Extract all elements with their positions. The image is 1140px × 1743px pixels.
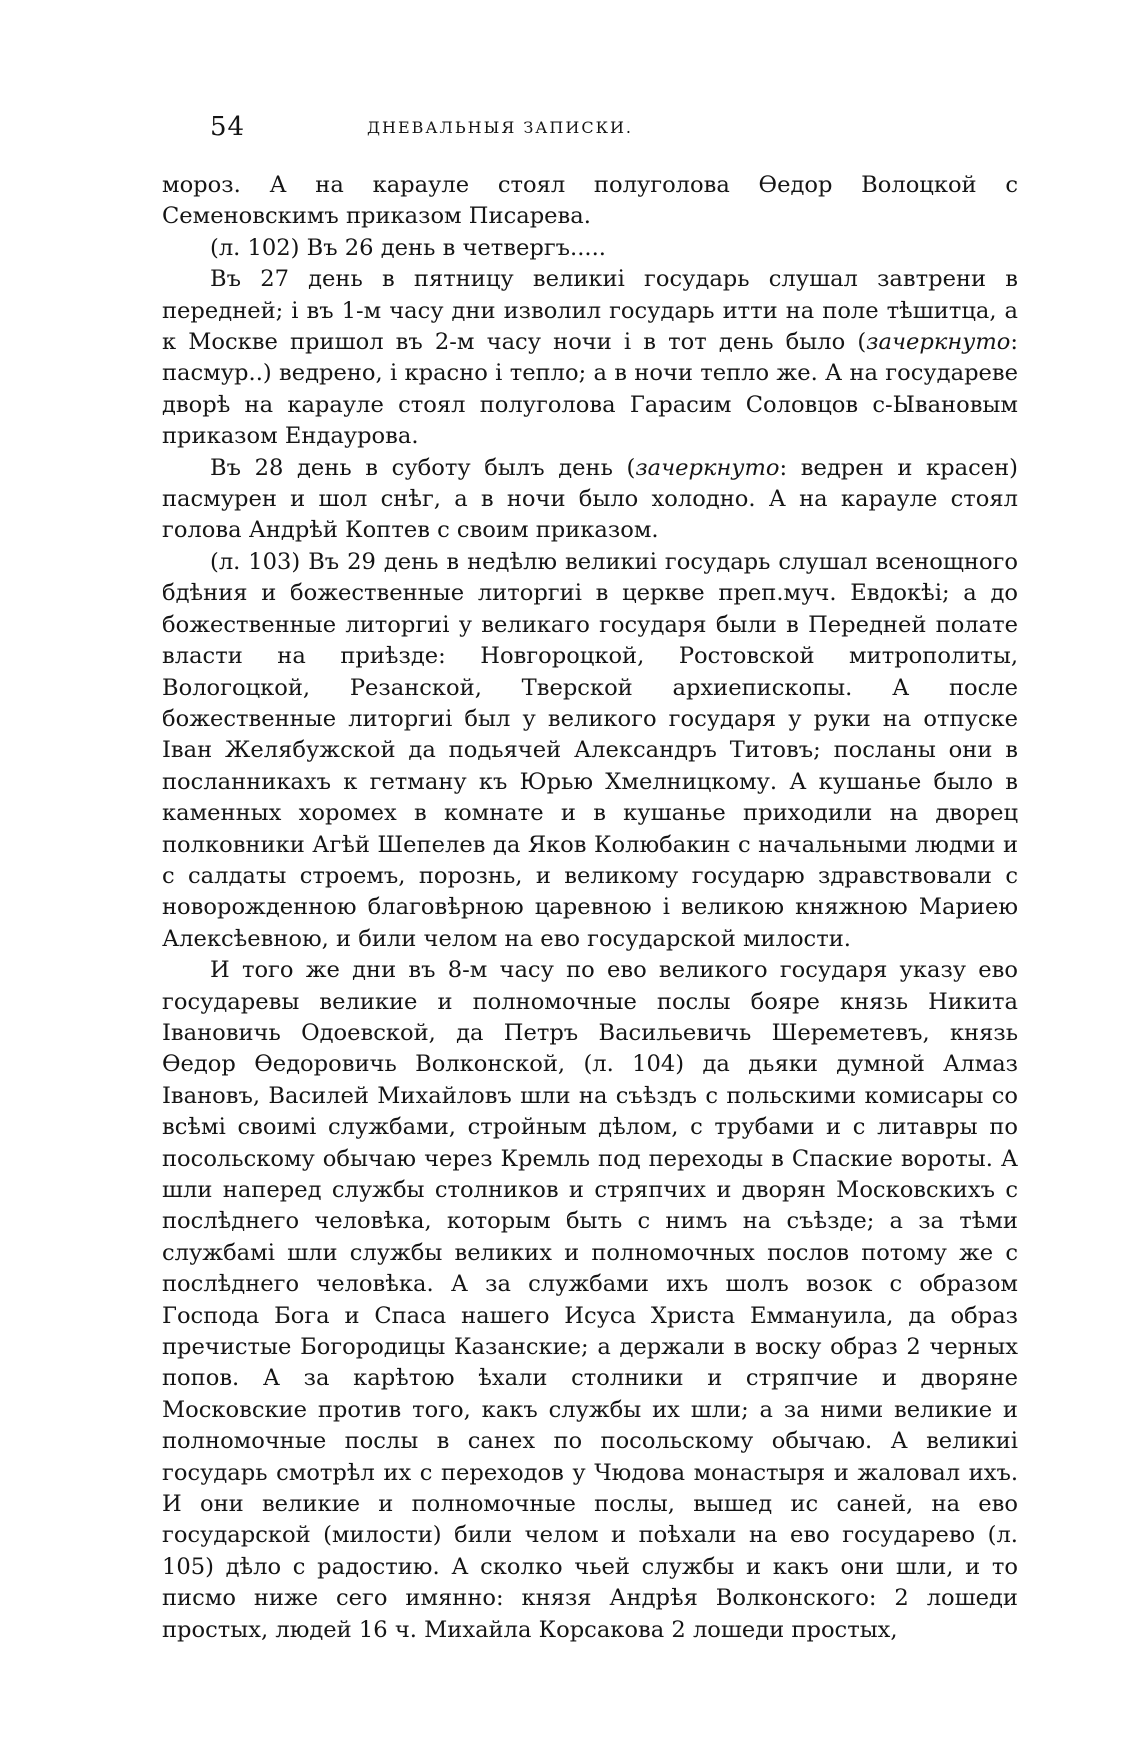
- editorial-note: зачеркнуто: [635, 454, 780, 481]
- running-title: ДНЕВАЛЬНЫЯ ЗАПИСКИ.: [366, 118, 633, 137]
- paragraph-folio-102: [162, 233, 1018, 264]
- paragraph-envoys: [162, 955, 1018, 1646]
- paragraph-text: Въ 27 день в пятницу великиі государь слушал завтрени в передней; і въ 1-м часу дни изволил государь итти на поле тѣшитца, а к Москве пришол въ 2-м часу ночи і в тот день было (: [162, 266, 1018, 356]
- paragraph-day-28: [162, 453, 1018, 547]
- page-header: [210, 112, 750, 142]
- paragraph-continued: [162, 170, 1018, 233]
- paragraph-text: : ведрен и красен) пасмурен и шол снѣг, а в ночи было холодно. А на карауле стоял голова Андрѣй Коптев с своим приказом.: [162, 454, 1018, 544]
- paragraph-text: мороз. А на карауле стоял полуголова Ѳедор Волоцкой с Семеновскимъ приказом Писарева.: [162, 172, 1018, 230]
- paragraph-text: И того же дни въ 8-м часу по ево великого государя указу ево государевы великие и полномочные послы бояре князь Никита Івановичь Одоевской, да Петръ Васильевичь Шереметевъ, князь Ѳедор Ѳедоровичь Волконской, (л. 104) да дьяки думной Алмаз Івановъ, Василей Михайловъ шли на съѣздъ с польскими комисары со всѣмі своимі службами, стройным дѣлом, с трубами и с литавры по посольскому обычаю через Кремль под переходы в Спаские вороты. А шли наперед службы столников и стряпчих и дворян Московскихъ с послѣднего человѣка, которым быть с нимъ на съѣзде; а за тѣми службамі шли службы великих и полномочных послов потому же с послѣднего человѣка. А за службами ихъ шолъ возок с образом Господа Бога и Спаса нашего Исуса Христа Еммануила, да образ пречистые Богородицы Казанские; а держали в воску образ 2 черных попов. А за карѣтою ѣхали столники и стряпчие и дворяне Московские против того, какъ службы их шли; а за ними великие и полномочные послы в санех по посольскому обычаю. А великиі государь смотрѣл их с переходов у Чюдова монастыря и жаловал ихъ. И они великие и полномочные послы, вышед ис саней, на ево государской (милости) били челом и поѣхали на ево государево (л. 105) дѣло с радостию. А сколко чьей службы и какъ они шли, и то писмо ниже сего имянно: князя Андрѣя Волконского: 2 лошеди простых, людей 16 ч. Михайла Корсакова 2 лошеди простых,: [162, 957, 1018, 1643]
- editorial-note: зачеркнуто: [866, 329, 1011, 356]
- paragraph-text: : пасмур..) ведрено, і красно і тепло; а в ночи тепло же. А на государеве дворѣ на карауле стоял полуголова Гарасим Соловцов с-Ывановым приказом Ендаурова.: [162, 329, 1018, 450]
- page-body: [162, 170, 1018, 1646]
- paragraph-text: (л. 103) Въ 29 день в недѣлю великиі государь слушал всенощного бдѣния и божественные литоргиі в церкве преп.муч. Евдокѣі; а до божественные литоргиі у великаго государя были в Передней полате власти на приѣзде: Новгороцкой, Ростовской митрополиты, Вологоцкой, Резанской, Тверской архиепископы. А после божественные литоргиі был у великого государя у руки на отпуске Іван Желябужской да подьячей Александръ Титовъ; посланы они в посланникахъ к гетману къ Юрью Хмелницкому. А кушанье было в каменных хоромех в комнате и в кушанье приходили на дворец полковники Агѣй Шепелев да Яков Колюбакин с начальными людми и с салдаты строемъ, порознь, и великому государю здравствовали с новорожденною благовѣрною царевною і великою княжною Мариею Алексѣевною, и били челом на ево государской милости.: [162, 548, 1018, 952]
- paragraph-text: Въ 28 день в суботу былъ день (: [210, 454, 636, 481]
- page-number: 54: [210, 112, 246, 142]
- paragraph-day-27: [162, 264, 1018, 452]
- paragraph-day-29: [162, 547, 1018, 955]
- paragraph-text: (л. 102) Въ 26 день в четвергъ.....: [210, 234, 606, 261]
